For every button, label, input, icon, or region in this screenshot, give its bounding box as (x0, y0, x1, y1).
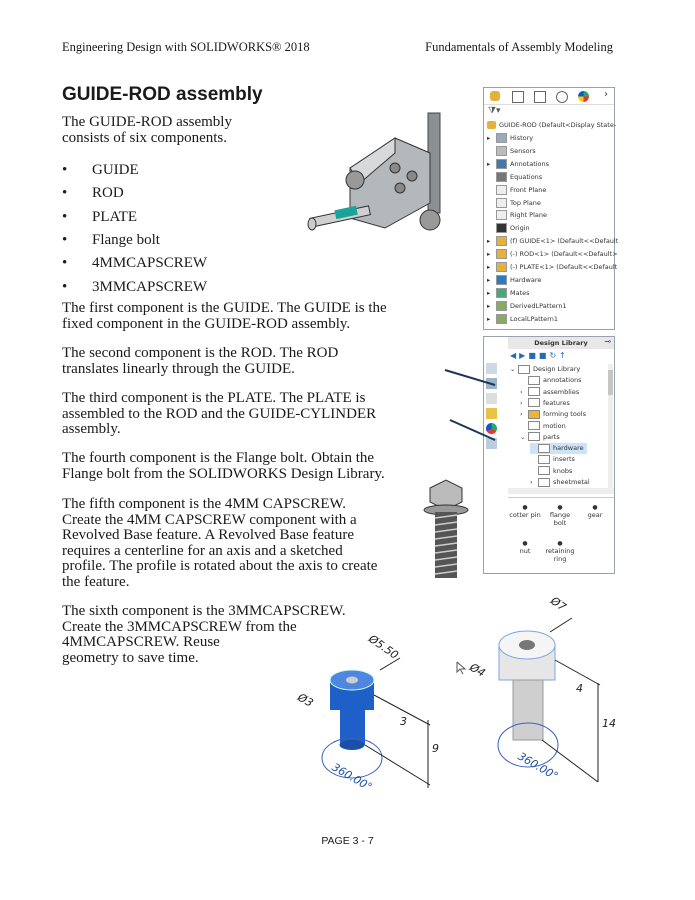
tree-item[interactable] (487, 235, 618, 247)
tree-item[interactable] (487, 287, 530, 299)
folder-icon (528, 387, 540, 396)
plane-icon (496, 210, 507, 220)
configuration-manager-tab-icon[interactable] (534, 91, 546, 103)
expand-arrow-icon[interactable]: ▸ (487, 314, 491, 323)
line: assembled to the ROD and the GUIDE-CYLINDER (62, 405, 377, 422)
folder-icon (528, 398, 540, 407)
add-file-location-icon[interactable]: ■ (538, 351, 550, 360)
library-part-item[interactable] (508, 504, 542, 519)
expand-arrow-icon[interactable]: › (520, 398, 523, 407)
mates-icon (496, 288, 507, 298)
pin-icon[interactable]: ⊸ (604, 337, 611, 346)
expand-arrow-icon[interactable]: › (520, 387, 523, 396)
line: profile. The profile is rotated about the axis to create (62, 558, 378, 575)
library-folder[interactable] (530, 443, 587, 454)
dim-shank-diameter-large[interactable]: Ø4 (467, 660, 488, 680)
label: parts (543, 432, 560, 441)
library-folder[interactable] (520, 409, 589, 420)
line: assembly. (62, 421, 121, 438)
dim-head-height-large[interactable]: 4 (576, 682, 583, 695)
label: hardware (553, 444, 584, 453)
tree-item[interactable] (487, 132, 533, 144)
folder-icon (538, 455, 550, 464)
folder-icon (538, 466, 550, 475)
expand-arrow-icon[interactable]: ▸ (487, 275, 491, 284)
dim-head-diameter-large[interactable]: Ø7 (548, 594, 569, 614)
label: forming tools (543, 410, 586, 419)
line: translates linearly through the GUIDE. (62, 360, 295, 377)
folder-icon (538, 478, 550, 487)
folder-icon (518, 365, 530, 374)
assembly-icon (487, 121, 496, 129)
label: retaining ring (545, 547, 575, 563)
intro-paragraph (62, 115, 232, 146)
feature-manager-tab-icon[interactable] (490, 91, 500, 101)
expand-arrow-icon[interactable]: ▸ (487, 134, 491, 142)
library-toolbar (510, 351, 569, 360)
dim-head-diameter-small[interactable]: Ø5.50 (366, 632, 401, 662)
tree-item[interactable] (487, 145, 536, 157)
library-folder[interactable] (530, 466, 575, 477)
label: (f) GUIDE<1> (Default<<Default (510, 237, 619, 246)
expand-arrow-icon[interactable]: ⌄ (510, 365, 516, 373)
library-folder[interactable] (530, 477, 593, 488)
paragraph-plate (62, 391, 376, 438)
filter-icon[interactable]: ⧩▾ (488, 106, 501, 116)
tree-item[interactable] (487, 197, 541, 209)
equations-icon (496, 172, 507, 182)
history-icon (496, 133, 507, 143)
label: Annotations (510, 159, 550, 168)
expand-arrow-icon[interactable]: ▸ (487, 250, 491, 259)
up-icon[interactable]: ↑ (559, 351, 569, 360)
add-to-library-icon[interactable]: ■ (528, 351, 539, 360)
library-folder[interactable] (510, 364, 583, 375)
tree-item[interactable] (487, 184, 546, 196)
library-folder[interactable] (520, 387, 582, 398)
label: sheetmetal (553, 478, 590, 486)
library-part-item[interactable] (578, 504, 612, 519)
display-manager-tab-icon[interactable] (578, 91, 589, 102)
bullet-text: ROD (92, 185, 124, 201)
paragraph-4mmcapscrew (62, 497, 377, 591)
label: (-) ROD<1> (Default<<Default> (510, 250, 618, 259)
label: flange bolt (549, 511, 571, 527)
library-part-item[interactable] (543, 540, 577, 563)
line: 4MMCAPSCREW. Reuse (62, 634, 220, 651)
dimxpert-tab-icon[interactable] (556, 91, 568, 103)
label: inserts (553, 455, 575, 464)
cursor-icon (457, 662, 465, 674)
line: The second component is the ROD. The ROD (62, 345, 339, 361)
label: Top Plane (510, 198, 541, 207)
bullet-text: 4MMCAPSCREW (92, 255, 208, 271)
origin-icon (496, 223, 507, 233)
label: knobs (553, 466, 573, 475)
forward-icon[interactable]: ▶ (519, 351, 529, 360)
dim-head-height-small[interactable]: 3 (400, 715, 407, 728)
tree-item[interactable] (487, 261, 617, 273)
callout-arrows (440, 355, 500, 445)
line: The GUIDE-ROD assembly (62, 114, 232, 130)
line: Revolved Base feature. A Revolved Base feature (62, 527, 354, 544)
pattern-icon (496, 314, 507, 324)
page-number: PAGE 3 - 7 (321, 835, 374, 847)
header-left: Engineering Design with SOLIDWORKS® 2018 (62, 40, 310, 54)
sensors-icon (496, 146, 507, 156)
label: Equations (510, 172, 543, 181)
label: DerivedLPattern1 (510, 301, 567, 310)
part-icon (496, 236, 507, 246)
part-thumbnail-icon: ● (522, 504, 528, 511)
tree-item[interactable] (487, 171, 542, 183)
bullet-rod: • ROD (62, 185, 124, 201)
label: Design Library (533, 365, 581, 373)
library-folder[interactable] (520, 421, 569, 432)
tree-item[interactable] (487, 209, 547, 221)
label: LocalLPattern1 (510, 314, 558, 323)
label: GUIDE-ROD (Default<Display State- (499, 121, 617, 129)
part-icon (496, 249, 507, 259)
design-library-panel (483, 336, 615, 574)
expand-arrow-icon[interactable]: ▸ (487, 288, 491, 297)
folder-icon (528, 410, 540, 419)
line: The third component is the PLATE. The PLATE is (62, 390, 366, 406)
folder-icon (528, 432, 540, 441)
folder-icon (528, 421, 540, 430)
expand-arrow-icon[interactable]: ▸ (487, 301, 491, 310)
dim-revolve-angle-large[interactable]: 360.00° (515, 749, 561, 783)
pattern-icon (496, 301, 507, 311)
folder-icon (496, 275, 507, 285)
bullet-text: GUIDE (92, 162, 139, 178)
label: (-) PLATE<1> (Default<<Default (510, 263, 618, 271)
library-folder[interactable] (520, 398, 573, 409)
capscrew-drawing (280, 580, 620, 795)
expand-arrow-icon[interactable]: › (530, 478, 533, 486)
bullet-text: PLATE (92, 209, 137, 225)
horizontal-scrollbar[interactable] (508, 488, 614, 494)
line: The fifth component is the 4MM CAPSCREW. (62, 496, 347, 512)
line: geometry to save time. (62, 649, 199, 666)
library-folder[interactable] (520, 432, 563, 443)
expand-arrow-icon[interactable]: ⌄ (520, 432, 526, 441)
dim-length-large[interactable]: 14 (602, 717, 616, 730)
folder-icon (528, 376, 540, 385)
property-manager-tab-icon[interactable] (512, 91, 524, 103)
label: motion (543, 421, 566, 430)
plane-icon (496, 198, 507, 208)
tree-item[interactable] (487, 313, 558, 325)
bullet-text: Flange bolt (92, 232, 160, 248)
bullet-3mmcapscrew: • 3MMCAPSCREW (62, 279, 208, 295)
refresh-icon[interactable]: ↻ (549, 351, 560, 360)
part-thumbnail-icon: ● (592, 504, 598, 511)
line: the feature. (62, 573, 130, 590)
label: Origin (510, 224, 530, 233)
expand-arrow-icon[interactable]: ▸ (487, 263, 491, 271)
label: nut (519, 547, 531, 555)
line: consists of six components. (62, 129, 227, 146)
bullet-flange-bolt: • Flange bolt (62, 232, 160, 248)
bullet-text: 3MMCAPSCREW (92, 279, 208, 295)
bullet-guide: • GUIDE (62, 162, 139, 178)
tree-item[interactable] (487, 300, 567, 312)
dim-shank-diameter-small[interactable]: Ø3 (295, 690, 316, 710)
header-right: Fundamentals of Assembly Modeling (425, 40, 613, 54)
dim-length-small[interactable]: 9 (432, 742, 439, 755)
paragraph-flange-bolt (62, 451, 385, 482)
line: The sixth component is the 3MMCAPSCREW. (62, 603, 346, 619)
line: The fourth component is the Flange bolt. Obtain the (62, 450, 375, 466)
flange-bolt-image (420, 478, 472, 583)
tree-item[interactable] (487, 158, 549, 170)
bullet-4mmcapscrew: • 4MMCAPSCREW (62, 255, 208, 271)
page-title: GUIDE-ROD assembly (62, 84, 263, 105)
part-thumbnail-icon: ● (522, 540, 528, 547)
label: Sensors (510, 146, 536, 155)
feature-manager-tree (483, 87, 619, 330)
library-folder[interactable] (530, 454, 578, 465)
part-icon (496, 262, 507, 272)
line: fixed component in the GUIDE-ROD assembly. (62, 315, 351, 332)
plane-icon (496, 185, 507, 195)
label: History (510, 134, 534, 142)
label: Mates (510, 288, 530, 297)
expand-arrow-icon[interactable]: ▸ (487, 237, 491, 246)
manager-tabs (484, 88, 614, 105)
label: gear (587, 511, 603, 519)
label: Right Plane (510, 211, 548, 220)
chevron-right-icon[interactable]: › (604, 89, 608, 100)
label: features (543, 398, 570, 407)
line: Create the 3MMCAPSCREW from the (62, 618, 297, 635)
folder-icon (538, 444, 550, 453)
paragraph-guide (62, 301, 387, 332)
tree-item[interactable] (487, 248, 618, 260)
paragraph-rod (62, 346, 338, 377)
label: Front Plane (510, 185, 547, 194)
line: Create the 4MM CAPSCREW component with a (62, 511, 357, 528)
line: Flange bolt from the SOLIDWORKS Design Library. (62, 465, 385, 482)
dim-revolve-angle-small[interactable]: 360.00° (329, 760, 375, 794)
line: requires a centerline for an axis and a sketched (62, 542, 343, 559)
expand-arrow-icon[interactable]: ▸ (487, 159, 491, 168)
back-icon[interactable]: ◀ (510, 351, 520, 360)
library-part-item[interactable] (508, 540, 542, 555)
library-folder[interactable] (520, 375, 585, 386)
vertical-scrollbar[interactable] (608, 364, 613, 488)
label: cotter pin (509, 511, 541, 519)
guide-rod-assembly-image (300, 108, 470, 243)
part-thumbnail-icon: ● (557, 504, 563, 511)
tree-item[interactable] (487, 222, 530, 234)
label: Hardware (510, 275, 542, 284)
library-part-item[interactable] (543, 504, 577, 527)
label: assemblies (543, 387, 580, 396)
expand-arrow-icon[interactable]: › (520, 410, 523, 419)
design-library-title: Design Library (508, 337, 614, 349)
tree-root[interactable] (487, 119, 616, 131)
label: annotations (543, 376, 582, 385)
bullet-plate: • PLATE (62, 209, 137, 225)
line: The first component is the GUIDE. The GUIDE is the (62, 300, 387, 316)
annotations-icon (496, 159, 507, 169)
part-thumbnail-icon: ● (557, 540, 563, 547)
tree-item[interactable] (487, 274, 541, 286)
